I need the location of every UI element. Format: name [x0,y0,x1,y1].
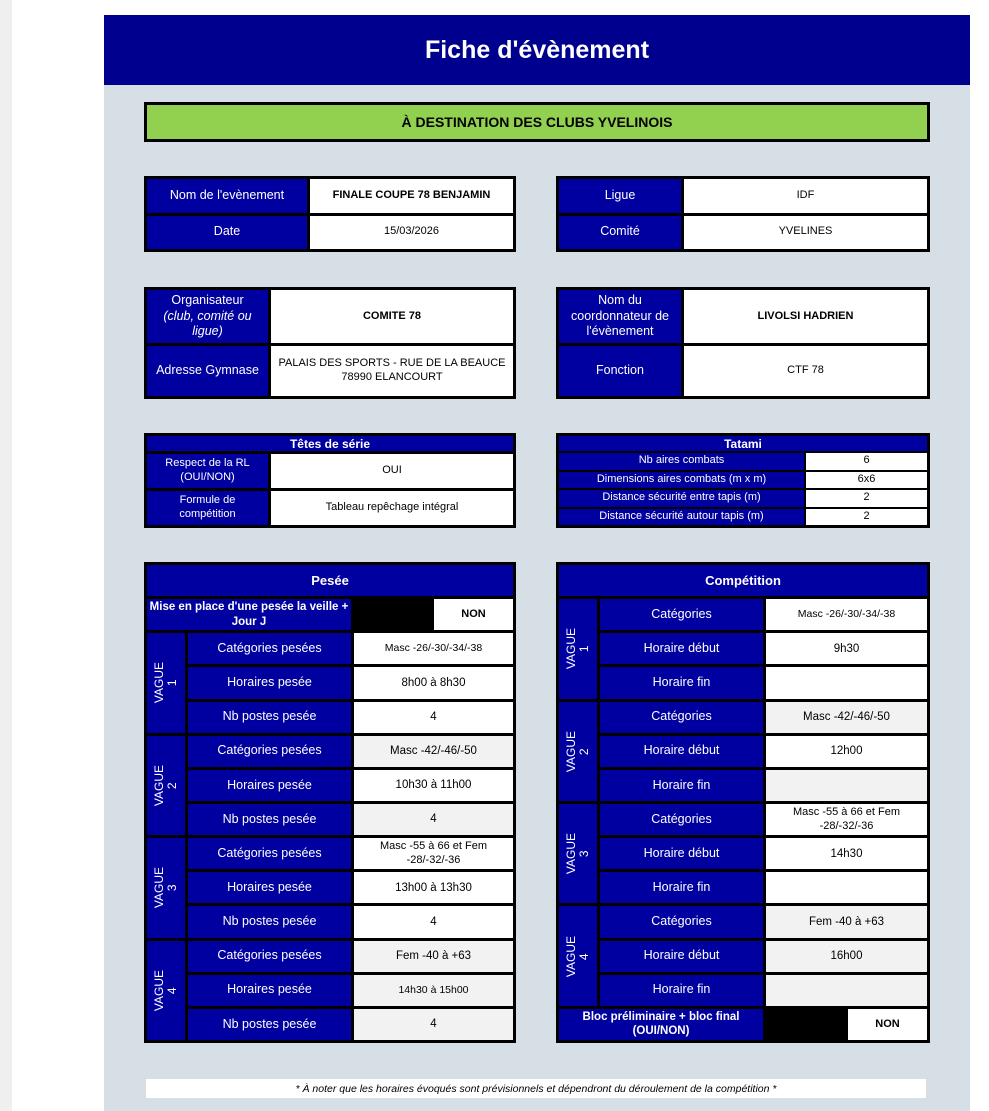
competition-row-label: Catégories [600,599,763,630]
pesee-row-label: Horaires pesée [188,872,351,903]
pesee-row-label: Horaires pesée [188,770,351,801]
function-label: Fonction [559,346,681,396]
formula-value[interactable]: Tableau repêchage intégral [271,491,513,525]
competition-row-label: Horaire fin [600,667,763,698]
league-info-table [556,176,930,252]
left-gutter [0,0,12,1111]
competition-row-label: Horaire fin [600,872,763,903]
address-line-2: 78990 ELANCOURT [341,371,443,383]
address-label: Adresse Gymnase [147,346,268,396]
pesee-row-value[interactable]: 13h00 à 13h30 [354,872,513,903]
pesee-row-value[interactable]: 4 [354,804,513,835]
pesee-vague-3-label: VAGUE 3 [147,838,185,937]
pesee-row-value[interactable]: 10h30 à 11h00 [354,770,513,801]
competition-table [556,562,930,1043]
pesee-title: Pesée [147,565,513,596]
competition-vague-3-label: VAGUE 3 [559,804,597,903]
pesee-row-value[interactable]: 4 [354,906,513,937]
organizer-label-main: Organisateur [171,293,244,308]
competition-row-value[interactable] [766,667,927,698]
competition-row-label: Catégories [600,804,763,835]
tatami-title: Tatami [559,436,927,451]
competition-row-value[interactable]: Masc -42/-46/-50 [766,702,927,733]
seeding-table [144,433,516,528]
pesee-row-label: Nb postes pesée [188,1009,351,1040]
competition-row-label: Horaire fin [600,975,763,1006]
pesee-veille-value[interactable]: NON [434,599,513,630]
rl-value[interactable]: OUI [271,454,513,488]
coordinator-name-value[interactable]: LIVOLSI HADRIEN [684,290,927,343]
pesee-row-value[interactable]: 4 [354,1009,513,1040]
tatami-row-value[interactable]: 6x6 [806,472,927,489]
organizer-value[interactable]: COMITE 78 [271,290,513,343]
competition-row-label: Horaire début [600,633,763,664]
tatami-row-label: Distance sécurité autour tapis (m) [559,509,804,526]
pesee-row-value[interactable]: 8h00 à 8h30 [354,667,513,698]
competition-vague-2-label: VAGUE 2 [559,702,597,801]
coordinator-name-label: Nom du coordonnateur de l'évènement [559,290,681,343]
tatami-row-label: Distance sécurité entre tapis (m) [559,490,804,507]
tatami-row-value[interactable]: 2 [806,490,927,507]
pesee-row-value[interactable]: Masc -26/-30/-34/-38 [354,633,513,664]
competition-vague-4-label: VAGUE 4 [559,906,597,1005]
audience-banner: À DESTINATION DES CLUBS YVELINOIS [144,102,930,142]
tatami-row-value[interactable]: 6 [806,453,927,470]
bloc-label: Bloc préliminaire + bloc final (OUI/NON) [559,1009,763,1040]
competition-row-value[interactable] [766,872,927,903]
comite-value[interactable]: YVELINES [684,216,927,250]
event-info-table [144,176,516,252]
competition-row-value[interactable] [766,770,927,801]
date-label: Date [147,216,307,250]
pesee-row-label: Nb postes pesée [188,804,351,835]
tatami-table [556,433,930,528]
pesee-row-label: Catégories pesées [188,838,351,869]
formula-label: Formule de compétition [147,491,268,525]
date-value[interactable]: 15/03/2026 [310,216,513,250]
competition-row-value[interactable]: Masc -26/-30/-34/-38 [766,599,927,630]
competition-row-value[interactable]: 12h00 [766,736,927,767]
competition-row-value[interactable] [766,975,927,1006]
competition-vague-1-label: VAGUE 1 [559,599,597,698]
competition-row-value[interactable]: 16h00 [766,941,927,972]
tatami-row-label: Nb aires combats [559,453,804,470]
tatami-row-value[interactable]: 2 [806,509,927,526]
pesee-row-value[interactable]: 14h30 à 15h00 [354,975,513,1006]
ligue-value[interactable]: IDF [684,179,927,213]
pesee-vague-1-label: VAGUE 1 [147,633,185,732]
bloc-value[interactable]: NON [848,1009,927,1040]
seeding-title: Têtes de série [147,436,513,451]
footer-note: * À noter que les horaires évoqués sont prévisionnels et dépendront du déroulement de la compétition * [146,1079,926,1098]
event-name-label: Nom de l'evènement [147,179,307,213]
organizer-label-sub: (club, comité ou ligue) [163,308,252,339]
event-name-value[interactable]: FINALE COUPE 78 BENJAMIN [310,179,513,213]
competition-row-label: Horaire début [600,838,763,869]
pesee-row-value[interactable]: Fem -40 à +63 [354,941,513,972]
pesee-row-label: Nb postes pesée [188,906,351,937]
function-value[interactable]: CTF 78 [684,346,927,396]
rl-label: Respect de la RL (OUI/NON) [147,454,268,488]
comite-label: Comité [559,216,681,250]
competition-row-value[interactable]: Masc -55 à 66 et Fem -28/-32/-36 [766,804,927,835]
competition-row-value[interactable]: Fem -40 à +63 [766,906,927,937]
pesee-veille-label: Mise en place d'une pesée la veille + Jour J [147,599,351,630]
address-line-1: PALAIS DES SPORTS - RUE DE LA BEAUCE [278,357,506,370]
pesee-vague-2-label: VAGUE 2 [147,736,185,835]
tatami-row-label: Dimensions aires combats (m x m) [559,472,804,489]
pesee-row-label: Horaires pesée [188,667,351,698]
pesee-row-label: Catégories pesées [188,633,351,664]
organizer-label [147,290,268,343]
competition-title: Compétition [559,565,927,596]
competition-row-label: Horaire début [600,941,763,972]
coordinator-table [556,287,930,399]
pesee-row-value[interactable]: 4 [354,702,513,733]
page-title: Fiche d'évènement [104,15,970,85]
pesee-row-label: Catégories pesées [188,941,351,972]
pesee-row-value[interactable]: Masc -55 à 66 et Fem -28/-32/-36 [354,838,513,869]
pesee-vague-4-label: VAGUE 4 [147,941,185,1040]
pesee-row-value[interactable]: Masc -42/-46/-50 [354,736,513,767]
ligue-label: Ligue [559,179,681,213]
competition-row-value[interactable]: 9h30 [766,633,927,664]
competition-row-label: Horaire fin [600,770,763,801]
pesee-row-label: Catégories pesées [188,736,351,767]
pesee-table [144,562,516,1043]
organizer-table [144,287,516,399]
competition-row-label: Horaire début [600,736,763,767]
competition-row-label: Catégories [600,906,763,937]
competition-row-label: Catégories [600,702,763,733]
competition-row-value[interactable]: 14h30 [766,838,927,869]
event-sheet [104,15,970,1111]
pesee-row-label: Horaires pesée [188,975,351,1006]
pesee-row-label: Nb postes pesée [188,702,351,733]
address-value[interactable] [271,346,513,396]
